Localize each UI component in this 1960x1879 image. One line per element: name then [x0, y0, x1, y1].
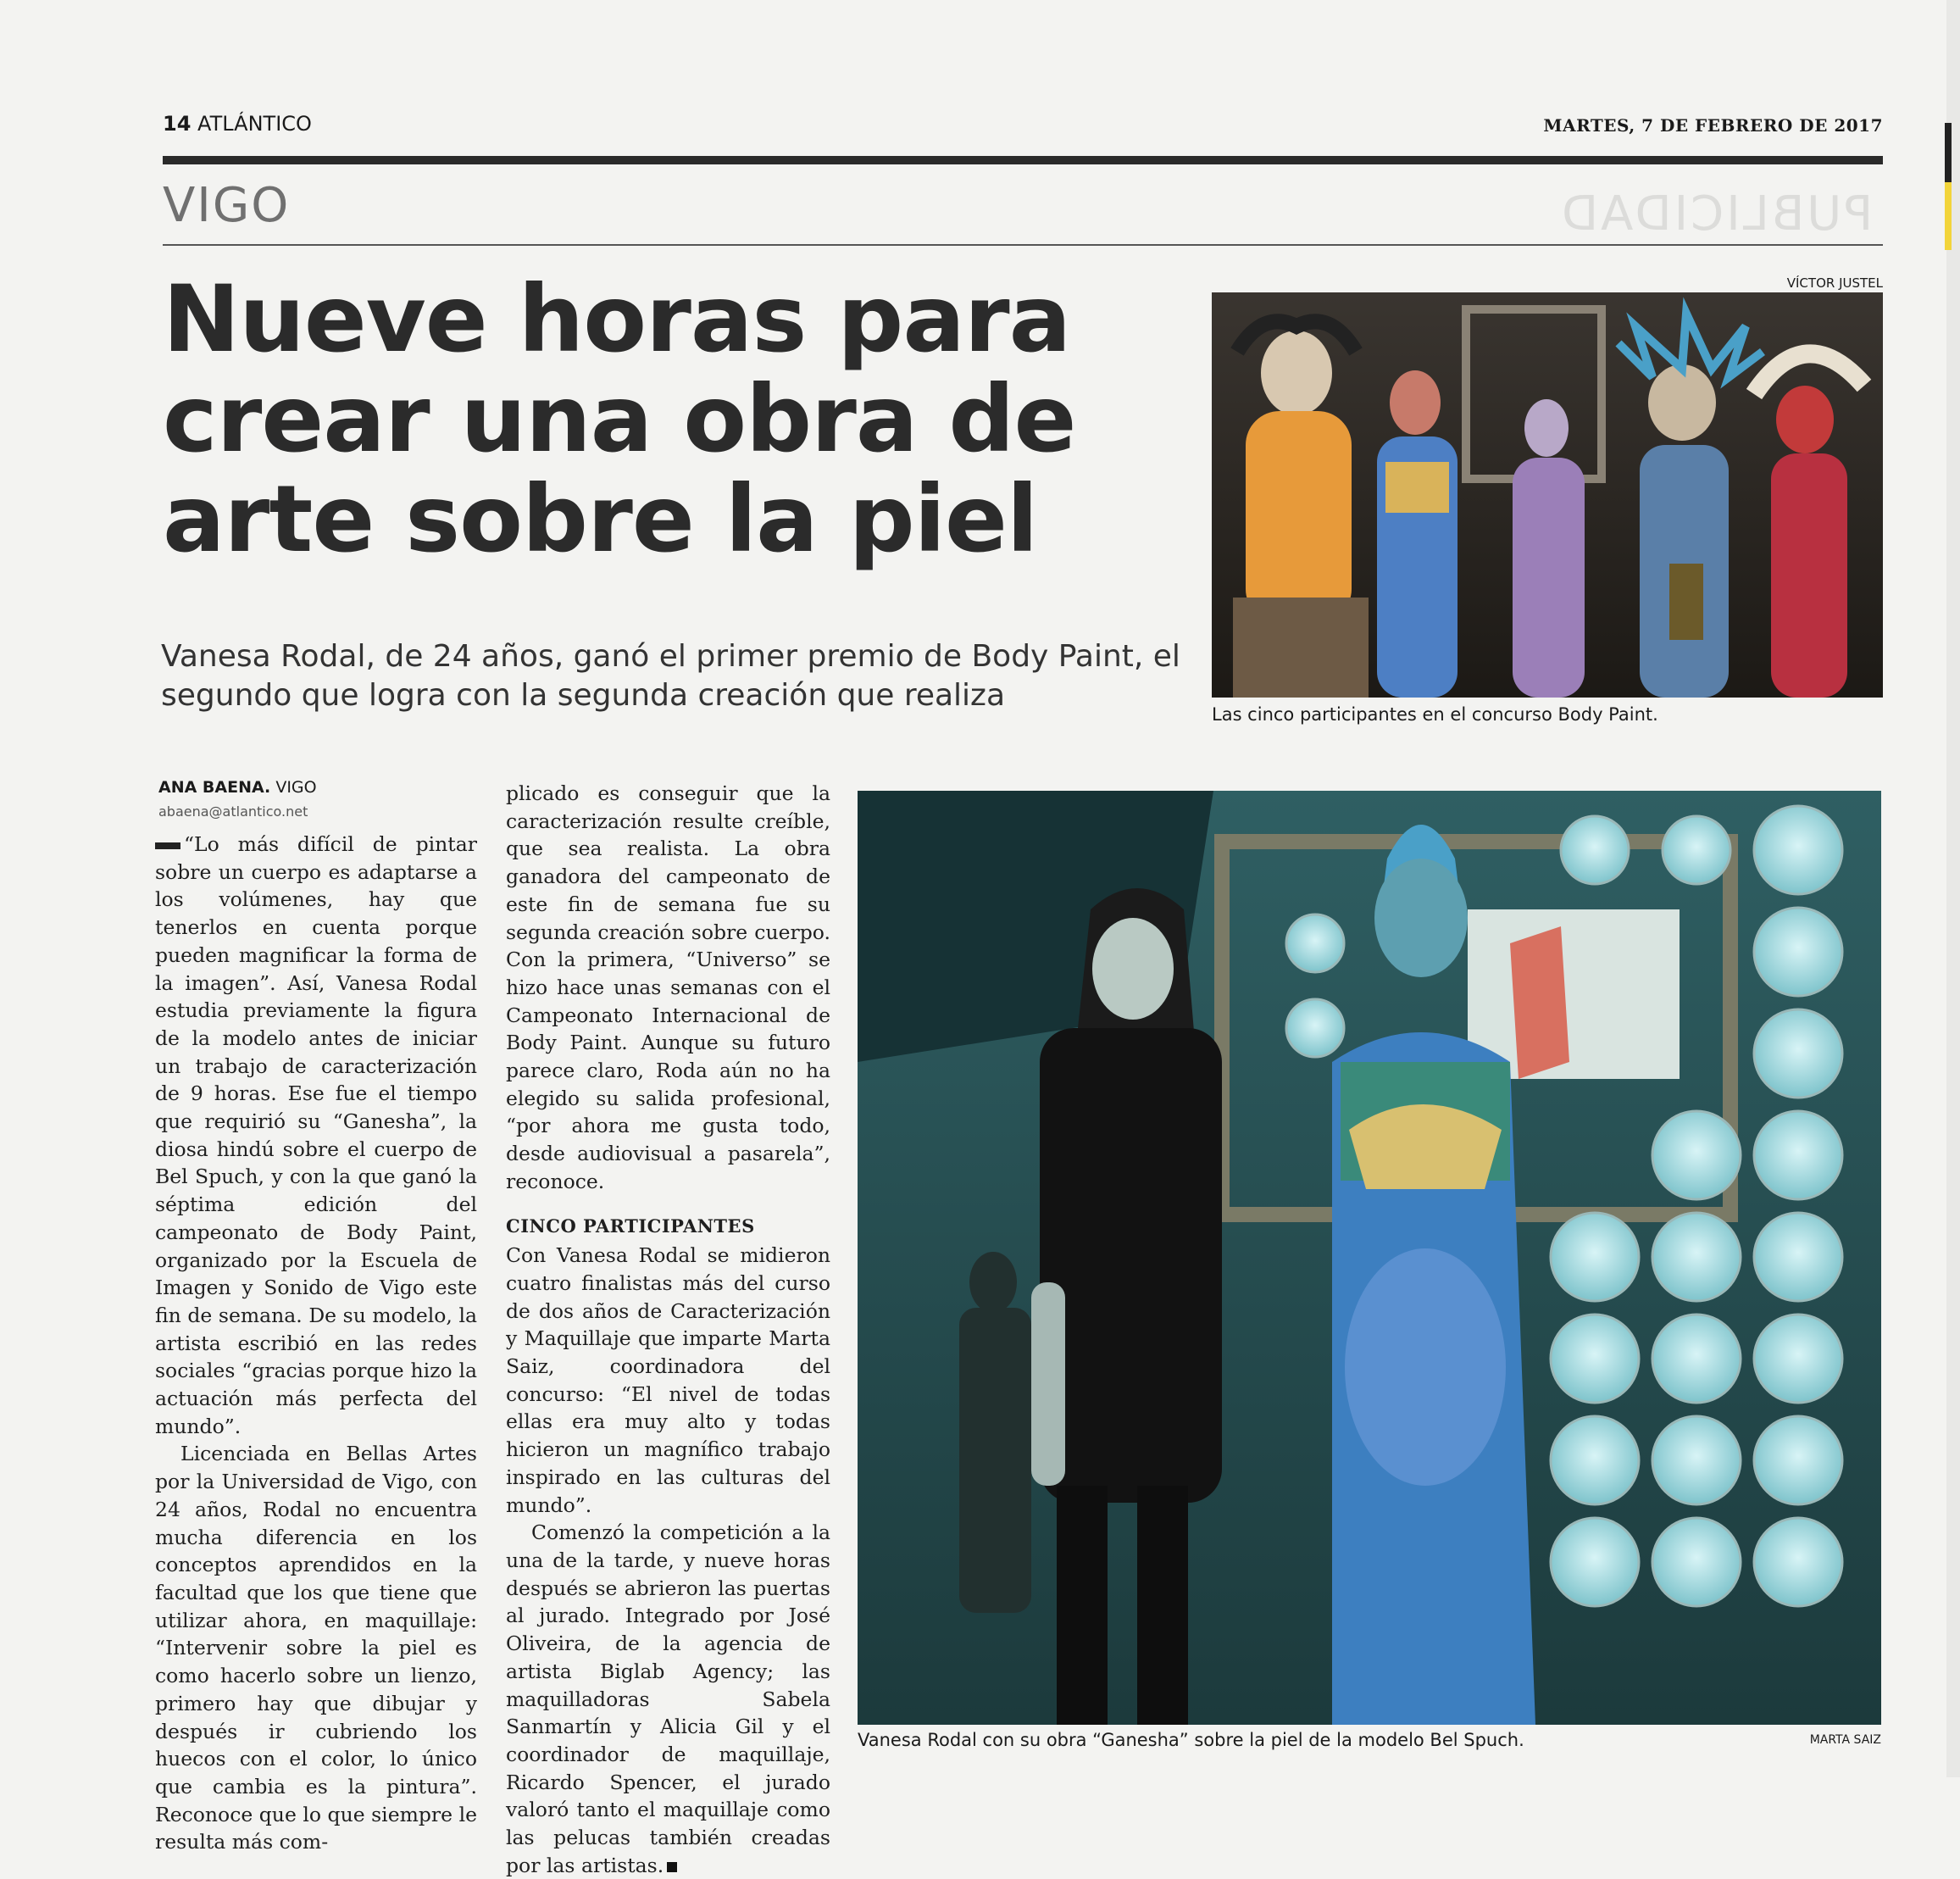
author-name: ANA BAENA.: [158, 778, 271, 797]
photo1-caption: Las cinco participantes en el concurso Body Paint.: [1212, 704, 1658, 725]
end-mark: [667, 1862, 677, 1872]
issue-date: MARTES, 7 DE FEBRERO DE 2017: [1543, 115, 1883, 136]
page-edge: [1946, 0, 1960, 1777]
paragraph: [155, 831, 477, 1440]
byline: [158, 778, 317, 797]
participants-photo-art: [1212, 292, 1883, 698]
publication-name: ATLÁNTICO: [197, 112, 312, 136]
section-rule: [163, 244, 1883, 246]
show-through-text: PUBLICIDAD: [1559, 186, 1874, 242]
page-number: 14: [163, 112, 192, 136]
author-email: abaena@atlantico.net: [158, 803, 308, 820]
header-rule: [163, 156, 1883, 164]
section-title: VIGO: [163, 178, 291, 233]
paragraph-text: Comenzó la competición a la una de la tarde, y nueve horas después se abrieron las puertas al jurado. Integrado por José Oliveira, de la agencia de artista Biglab Agency; las maquilladoras Sabela Sanmartín y Alicia Gil y el coordinador de maquillaje, Ricardo Spencer, el jurado valoró tanto el maquillaje como las pelucas también creadas por las artistas.: [506, 1520, 830, 1877]
edge-tab-dark: [1945, 123, 1952, 182]
paragraph: Con Vanesa Rodal se midieron cuatro finalistas más del curso de dos años de Caracterización y Maquillaje que imparte Marta Saiz, coordinadora del concurso: “El nivel de todas ellas era muy alto y todas hicieron un magnífico trabajo inspirado en las culturas del mundo”.: [506, 1243, 830, 1517]
page-folio: [163, 112, 312, 136]
article-column-2: [506, 780, 830, 1879]
lead-bullet: [155, 842, 180, 849]
headline: Nueve horas para crear una obra de arte sobre la piel: [163, 265, 1076, 573]
paragraph: Licenciada en Bellas Artes por la Universidad de Vigo, con 24 años, Rodal no encuentra mucha diferencia en los conceptos aprendidos en la facultad que los que tiene que utilizar ahora, en maquillaje: “Intervenir sobre la piel es como hacerlo sobre un lienzo, primero hay que dibujar y después ir cubriendo los huecos con el color, lo único que cambia es la pintura”. Reconoce que lo que siempre le resulta más com-: [155, 1442, 477, 1854]
photo2-credit: MARTA SAIZ: [1809, 1733, 1881, 1747]
byline-location: VIGO: [275, 778, 317, 797]
article-column-1: [155, 831, 477, 1856]
paragraph: plicado es conseguir que la caracterización resulte creíble, que sea realista. La obra ganadora del campeonato de este fin de semana fue su segunda creación sobre cuerpo. Con la primera, “Universo” se hizo hace unas semanas con el Campeonato Internacional de Body Paint. Aunque su futuro parece claro, Roda aún no ha elegido su salida profesional, “por ahora me gusta todo, desde audiovisual a pasarela”, reconoce.: [506, 781, 830, 1193]
deck: Vanesa Rodal, de 24 años, ganó el primer premio de Body Paint, el segundo que logra con la segunda creación que realiza: [161, 639, 1180, 713]
ganesha-photo-art: [858, 791, 1881, 1725]
photo2-caption: Vanesa Rodal con su obra “Ganesha” sobre la piel de la modelo Bel Spuch.: [858, 1730, 1524, 1750]
paragraph-text: “Lo más difícil de pintar sobre un cuerpo es adaptarse a los volúmenes, hay que tenerlos en cuenta porque pueden magnificar la forma de la imagen”. Así, Vanesa Rodal estudia previamente la figura de la modelo antes de iniciar un trabajo de caracterización de 9 horas. Ese fue el tiempo que requirió su “Ganesha”, la diosa hindú sobre el cuerpo de Bel Spuch, y con la que ganó la séptima edición del campeonato de Body Paint, organizado por la Escuela de Imagen y Sonido de Vigo este fin de semana. De su modelo, la artista escribió en las redes sociales “gracias porque hizo la actuación más perfecta del mundo”.: [155, 832, 477, 1438]
ganesha-photo: [858, 791, 1881, 1725]
participants-photo: [1212, 292, 1883, 698]
page-header: [163, 112, 1883, 137]
paragraph: [506, 1519, 830, 1879]
photo1-credit: VÍCTOR JUSTEL: [1786, 275, 1883, 291]
edge-tab-yellow: [1945, 182, 1952, 250]
subheading: CINCO PARTICIPANTES: [506, 1215, 755, 1237]
